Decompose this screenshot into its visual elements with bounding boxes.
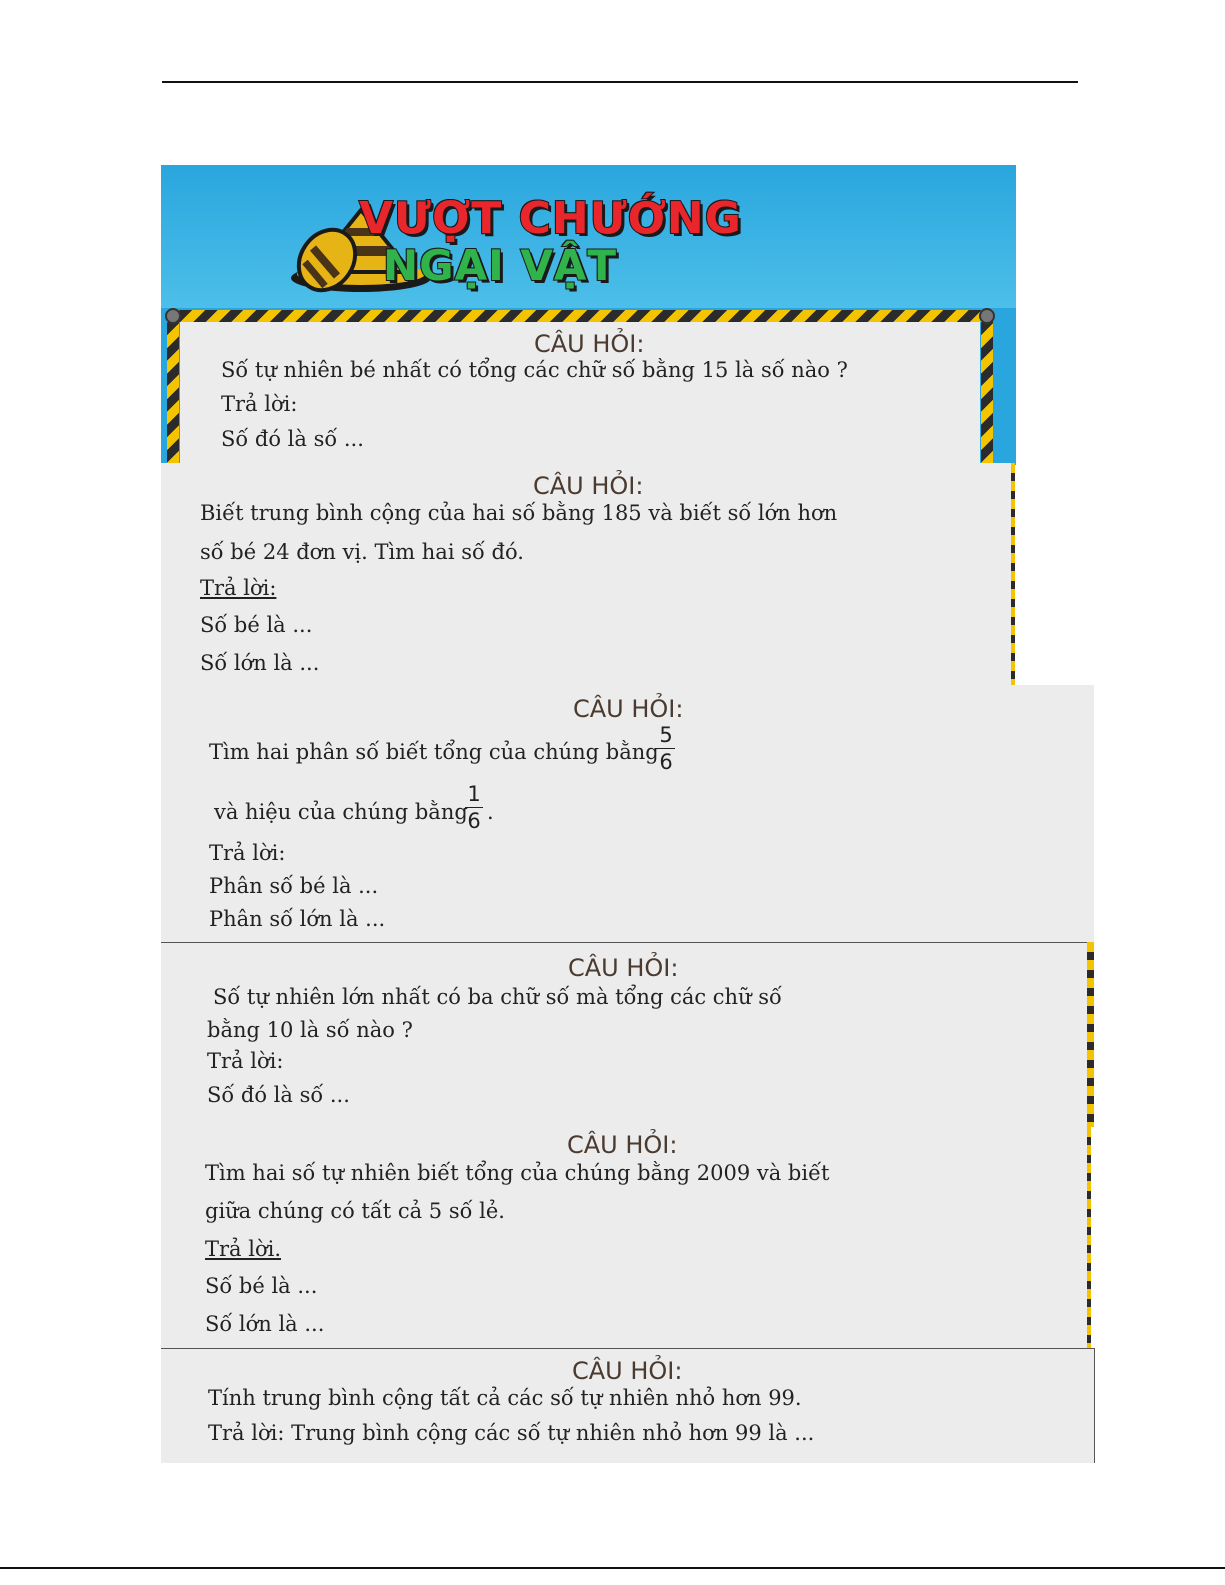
answer-line: Số lớn là ... (205, 1312, 325, 1336)
question-heading: CÂU HỎI: (568, 954, 679, 982)
answer-line: Phân số lớn là ... (209, 907, 386, 931)
fraction-numerator: 5 (659, 723, 673, 747)
question-card-1 (180, 322, 980, 463)
fraction-five-sixths (657, 723, 675, 774)
answer-line: Số đó là số ... (221, 427, 364, 451)
hazard-stripe-top (167, 310, 991, 322)
question-card-3 (161, 685, 1094, 942)
answer-label: Trả lời: (209, 841, 286, 865)
answer-line: Trả lời: Trung bình cộng các số tự nhiên nhỏ hơn 99 là ... (208, 1421, 815, 1445)
question-text: Tìm hai số tự nhiên biết tổng của chúng bằng 2009 và biết (205, 1161, 830, 1185)
answer-label: Trả lời: (200, 576, 277, 600)
question-heading: CÂU HỎI: (573, 695, 684, 723)
question-text: Tìm hai phân số biết tổng của chúng bằng (209, 740, 659, 764)
question-card-2 (161, 463, 1014, 685)
bolt-icon (979, 308, 995, 324)
bolt-icon (165, 308, 181, 324)
question-text: Số tự nhiên bé nhất có tổng các chữ số bằng 15 là số nào ? (221, 358, 848, 382)
question-heading: CÂU HỎI: (534, 330, 645, 358)
question-text: giữa chúng có tất cả 5 số lẻ. (205, 1199, 505, 1223)
question-heading: CÂU HỎI: (572, 1357, 683, 1385)
question-text: và hiệu của chúng bằng (214, 800, 468, 824)
fraction-one-sixth (465, 782, 483, 833)
hazard-stripe-right (1011, 463, 1015, 685)
fraction-denominator: 6 (659, 750, 673, 774)
answer-label: Trả lời: (221, 392, 298, 416)
answer-line: Số đó là số ... (207, 1083, 350, 1107)
banner-title-line2: NGẠI VẬT (383, 241, 618, 290)
footer-rule (0, 1567, 1225, 1569)
answer-line: Số bé là ... (205, 1274, 318, 1298)
question-text: Tính trung bình cộng tất cả các số tự nhiên nhỏ hơn 99. (208, 1386, 802, 1410)
hazard-stripe-right (981, 310, 993, 465)
answer-line: Số bé là ... (200, 613, 313, 637)
banner-title-line1: VƯỢT CHƯỚNG (359, 193, 742, 244)
question-text: Biết trung bình cộng của hai số bằng 185 và biết số lớn hơn (200, 501, 838, 525)
hazard-stripe-right (1087, 1127, 1091, 1348)
hazard-stripe-left (167, 310, 179, 465)
fraction-bar (465, 807, 483, 808)
question-card-4 (161, 942, 1089, 1348)
answer-line: Số lớn là ... (200, 651, 320, 675)
question-heading: CÂU HỎI: (567, 1131, 678, 1159)
fraction-numerator: 1 (467, 782, 481, 806)
answer-line: Phân số bé là ... (209, 874, 379, 898)
question-card-6 (161, 1348, 1095, 1463)
header-rule (162, 81, 1078, 83)
answer-label: Trả lời: (207, 1049, 284, 1073)
fraction-bar (657, 748, 675, 749)
game-banner (161, 165, 1016, 315)
answer-label: Trả lời. (205, 1237, 281, 1261)
fraction-denominator: 6 (467, 809, 481, 833)
question-text: Số tự nhiên lớn nhất có ba chữ số mà tổng các chữ số (213, 985, 782, 1009)
question-heading: CÂU HỎI: (533, 472, 644, 500)
question-punctuation: . (487, 800, 494, 824)
hazard-stripe-right (1087, 942, 1094, 1127)
question-text: bằng 10 là số nào ? (207, 1018, 413, 1042)
question-text: số bé 24 đơn vị. Tìm hai số đó. (200, 540, 524, 564)
